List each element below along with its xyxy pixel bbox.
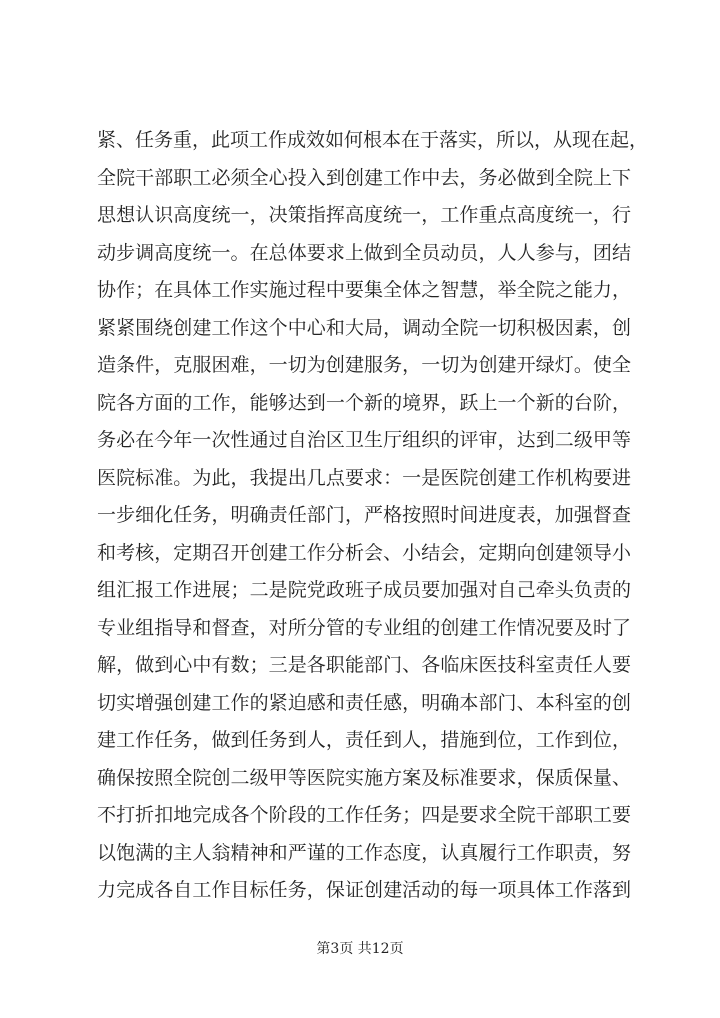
paragraph-line: 以饱满的主人翁精神和严谨的工作态度，认真履行工作职责，努 [97, 841, 631, 864]
paragraph-line: 医院标准。为此，我提出几点要求：一是医院创建工作机构要进 [97, 466, 631, 489]
paragraph-line: 紧、任务重，此项工作成效如何根本在于落实，所以，从现在起， [97, 129, 649, 151]
paragraph-line: 动步调高度统一。在总体要求上做到全员动员，人人参与，团结 [97, 241, 631, 264]
paragraph-line: 解，做到心中有数；三是各职能部门、各临床医技科室责任人要 [97, 654, 631, 676]
document-body [97, 122, 649, 910]
paragraph-line: 协作；在具体工作实施过程中要集全体之智慧，举全院之能力， [97, 279, 631, 301]
paragraph-line: 思想认识高度统一，决策指挥高度统一，工作重点高度统一，行 [97, 204, 631, 226]
paragraph-line: 不打折扣地完成各个阶段的工作任务；四是要求全院干部职工要 [97, 804, 631, 826]
paragraph-line: 全院干部职工必须全心投入到创建工作中去，务必做到全院上下 [97, 166, 631, 189]
paragraph-line: 切实增强创建工作的紧迫感和责任感，明确本部门、本科室的创 [97, 691, 631, 714]
paragraph-line: 建工作任务，做到任务到人，责任到人，措施到位，工作到位， [97, 729, 631, 751]
paragraph-line: 紧紧围绕创建工作这个中心和大局，调动全院一切积极因素，创 [97, 316, 631, 339]
paragraph-line: 院各方面的工作，能够达到一个新的境界，跃上一个新的台阶， [97, 391, 631, 414]
paragraph-line: 和考核，定期召开创建工作分析会、小结会，定期向创建领导小 [97, 541, 631, 564]
paragraph-line: 专业组指导和督查，对所分管的专业组的创建工作情况要及时了 [97, 616, 631, 639]
paragraph-line: 造条件，克服困难，一切为创建服务，一切为创建开绿灯。使全 [97, 354, 631, 376]
page-footer: 第3页 共12页 [316, 941, 404, 957]
paragraph-line: 组汇报工作进展；二是院党政班子成员要加强对自己牵头负责的 [97, 579, 631, 601]
paragraph-line: 力完成各自工作目标任务，保证创建活动的每一项具体工作落到 [97, 879, 631, 901]
paragraph-line: 务必在今年一次性通过自治区卫生厅组织的评审，达到二级甲等 [97, 429, 631, 451]
paragraph-line: 确保按照全院创二级甲等医院实施方案及标准要求，保质保量、 [97, 766, 631, 789]
paragraph-line: 一步细化任务，明确责任部门，严格按照时间进度表，加强督查 [97, 504, 631, 526]
